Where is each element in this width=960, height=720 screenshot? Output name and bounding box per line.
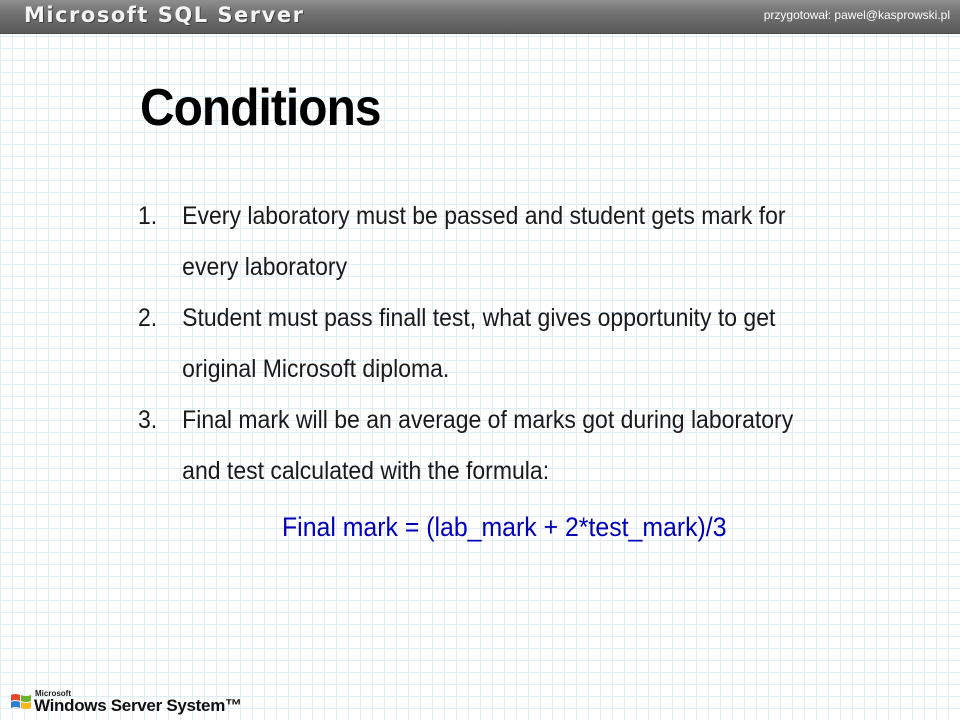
list-item xyxy=(138,293,874,395)
logo-product-name: Windows Server System xyxy=(34,696,226,715)
author-credit: przygotował: pawel@kasprowski.pl xyxy=(763,8,950,22)
list-item xyxy=(138,191,874,293)
list-item-text: Every laboratory must be passed and student gets mark for xyxy=(182,202,786,230)
logo-product-text xyxy=(34,696,242,716)
list-item-text: Final mark will be an average of marks got during laboratory xyxy=(182,406,794,434)
conditions-list xyxy=(138,191,938,497)
top-banner xyxy=(0,0,960,34)
list-item-number: 2. xyxy=(138,304,158,332)
windows-flag-icon xyxy=(10,692,32,712)
list-item-text: original Microsoft diploma. xyxy=(182,355,450,383)
logo-microsoft-text: Microsoft xyxy=(35,689,71,698)
list-item-number: 1. xyxy=(138,202,158,230)
slide-title: Conditions xyxy=(140,79,381,137)
list-item-text: Student must pass finall test, what gives opportunity to get xyxy=(182,304,776,332)
list-item-number: 3. xyxy=(138,406,158,434)
trademark-symbol: ™ xyxy=(225,696,242,715)
windows-server-system-logo xyxy=(8,686,242,716)
formula: Final mark = (lab_mark + 2*test_mark)/3 xyxy=(282,512,727,542)
list-item xyxy=(138,395,874,497)
product-title: Microsoft SQL Server xyxy=(24,3,305,27)
list-item-text: and test calculated with the formula: xyxy=(182,457,550,485)
list-item-text: every laboratory xyxy=(182,253,348,281)
